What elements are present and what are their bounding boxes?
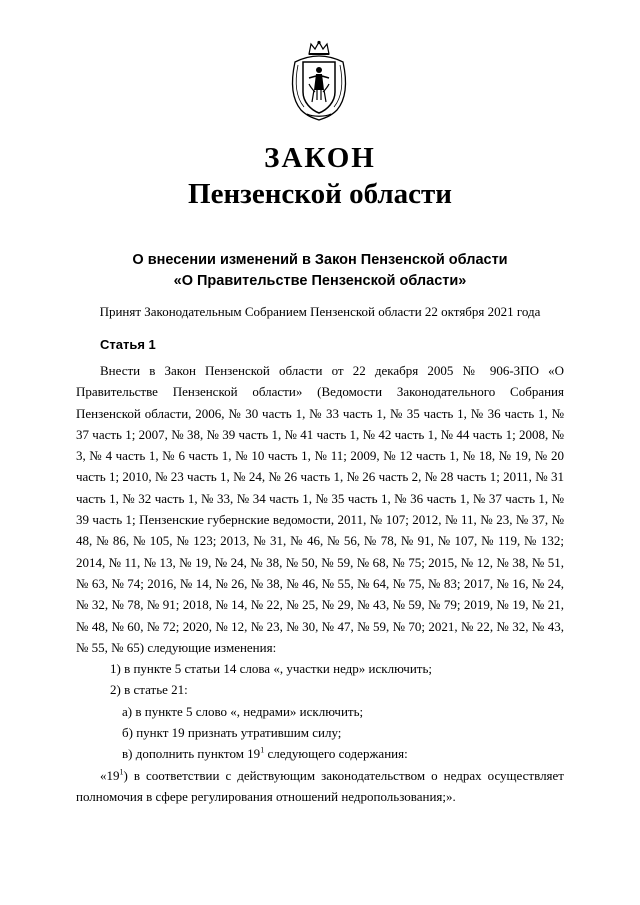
law-name [0,250,640,292]
law-name-line-2: «О Правительстве Пензенской области» [173,273,467,289]
sub-item-b: б) пункт 19 признать утратившим силу; [122,725,342,741]
document-subtitle: Пензенской области [188,178,452,210]
article-intro-paragraph: Внести в Закон Пензенской области от 22 декабря 2005 № 906-ЗПО «О Правительстве Пензенской области» (Ведомости Законодательного Собрания Пензенской области, 2006, № 30 часть 1, № 33 часть 1, № 35 часть 1, № 36 часть 1, № 37 часть 1; 2007, № 38, № 39 часть 1, № 41 часть 1, № 42 часть 1, № 44 часть 1; 2008, № 3, № 4 часть 1, № 6 часть 1, № 10 часть 1, № 11; 2009, № 12 часть 1, № 18, № 19, № 20 часть 1; 2010, № 23 часть 1, № 24, № 26 часть 1, № 26 часть 2, № 28 часть 1; 2011, № 31 часть 1, № 32 часть 1, № 33, № 34 часть 1, № 35 часть 1, № 36 часть 1, № 37 часть 1, № 39 часть 1; Пензенские губернские ведомости, 2011, № 107; 2012, № 11, № 23, № 37, № 48, № 86, № 105, № 123; 2013, № 31, № 46, № 56, № 78, № 91, № 107, № 119, № 132; 2014, № 11, № 13, № 19, № 24, № 38, № 50, № 59, № 68, № 75; 2015, № 12, № 38, № 51, № 63, № 74; 2016, № 14, № 26, № 38, № 46, № 55, № 64, № 75, № 83; 2017, № 16, № 24, № 32, № 78, № 91; 2018, № 14, № 22, № 25, № 29, № 43, № 59, № 79; 2019, № 19, № 21, № 48, № 60, № 72; 2020, № 12, № 23, № 30, № 47, № 59, № 70; 2021, № 22, № 32, № 43, № 55, № 65) следующие изменения: [76,363,564,655]
document-title: ЗАКОН [264,142,376,174]
list-item-1: 1) в пункте 5 статьи 14 слова «, участки недр» исключить; [110,661,432,677]
list-item-2: 2) в статье 21: [110,682,188,698]
sub-item-a: а) в пункте 5 слово «, недрами» исключить; [122,703,364,719]
sub-item-c-superscript: 1 [260,746,265,756]
quoted-clause-number: «19 [100,767,120,783]
sub-item-c [76,743,564,764]
coat-of-arms-emblem [287,40,351,122]
article-body [76,360,564,807]
quoted-clause-superscript: 1 [119,767,124,777]
quoted-new-clause [76,765,564,808]
quoted-clause-text: ) в соответствии с действующим законодательством о недрах осуществляет полномочия в сфере регулирования отношений недропользования;». [76,767,564,804]
adoption-statement: Принят Законодательным Собранием Пензенской области 22 октября 2021 года [99,304,541,319]
sub-item-c-text: в) дополнить пунктом 19 [122,746,261,762]
law-name-line-1: О внесении изменений в Закон Пензенской области [132,252,508,268]
article-heading: Статья 1 [100,337,156,352]
sub-item-c-tail: следующего содержания: [264,746,408,762]
